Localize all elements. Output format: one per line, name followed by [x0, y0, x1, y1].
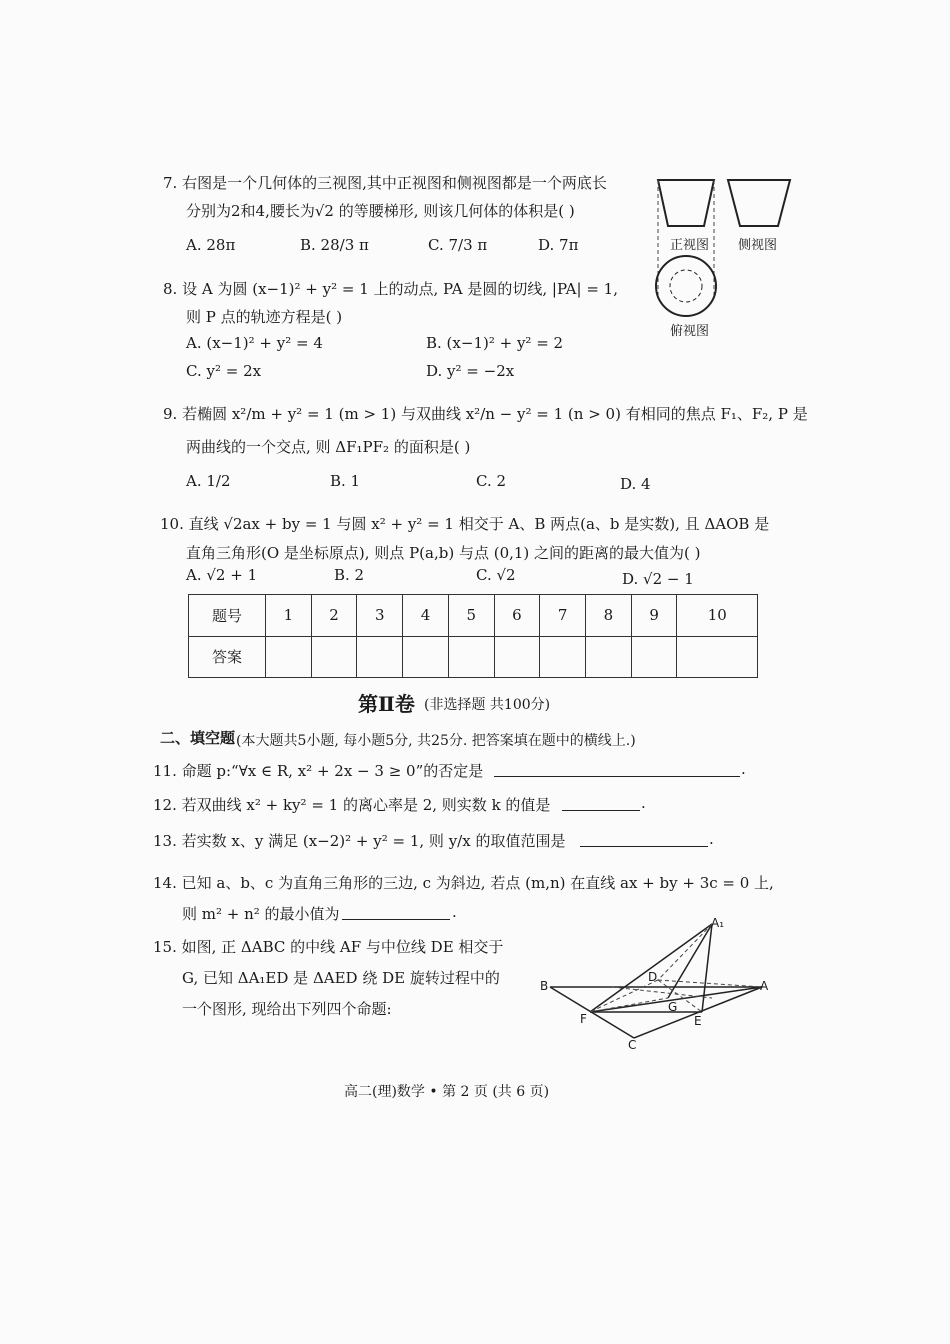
q9-option-c: C. 2 [476, 472, 507, 490]
table-row [189, 636, 758, 678]
q10-option-d: D. √2 − 1 [622, 570, 694, 588]
table-cell: 2 [311, 595, 357, 637]
answer-cell[interactable] [357, 636, 403, 678]
q8-line1: 8. 设 A 为圆 (x−1)² + y² = 1 上的动点, PA 是圆的切线, |PA| = 1, [163, 280, 618, 298]
q14-answer-blank[interactable] [342, 905, 450, 920]
answer-cell[interactable] [403, 636, 449, 678]
top-view-outer-circle [656, 256, 716, 316]
q13-answer-blank[interactable] [580, 832, 708, 847]
q12-text: 12. 若双曲线 x² + ky² = 1 的离心率是 2, 则实数 k 的值是 [153, 796, 551, 814]
table-cell: 1 [266, 595, 312, 637]
q11-end: . [741, 760, 746, 778]
section2-note: (本大题共5小题, 每小题5分, 共25分. 把答案填在题中的横线上.) [236, 733, 636, 749]
table-cell: 10 [677, 595, 758, 637]
label-a1: A₁ [711, 916, 725, 930]
top-view-inner-circle [670, 270, 702, 302]
label-f: F [580, 1012, 587, 1026]
q13-end: . [709, 830, 714, 848]
top-view-label: 俯视图 [670, 324, 710, 339]
q14-line2: 则 m² + n² 的最小值为 [182, 905, 340, 923]
q7-option-c: C. 7/3 π [428, 236, 488, 254]
label-a: A [760, 979, 769, 993]
three-view-figure [650, 176, 800, 336]
answer-cell[interactable] [631, 636, 677, 678]
q10-option-a: A. √2 + 1 [186, 566, 258, 584]
q9-line2: 两曲线的一个交点, 则 ΔF₁PF₂ 的面积是( ) [186, 438, 471, 456]
q8-option-b: B. (x−1)² + y² = 2 [426, 334, 564, 352]
table-cell: 3 [357, 595, 403, 637]
q9-option-b: B. 1 [330, 472, 361, 490]
front-view-label: 正视图 [670, 238, 710, 253]
q7-option-a: A. 28π [186, 236, 236, 254]
table-cell: 6 [494, 595, 540, 637]
side-view-label: 侧视图 [738, 238, 778, 253]
q8-line2: 则 P 点的轨迹方程是( ) [186, 308, 343, 326]
q14-line1: 14. 已知 a、b、c 为直角三角形的三边, c 为斜边, 若点 (m,n) 在直线 ax + by + 3c = 0 上, [153, 874, 774, 892]
part2-title: 第Ⅱ卷 [358, 692, 415, 716]
table-cell: 9 [631, 595, 677, 637]
table-row [189, 595, 758, 637]
section2-title: 二、填空题 [160, 729, 236, 747]
front-view-trapezoid [658, 180, 714, 226]
q13-text: 13. 若实数 x、y 满足 (x−2)² + y² = 1, 则 y/x 的取值范围是 [153, 832, 566, 850]
table-cell: 7 [540, 595, 586, 637]
q15-line2: G, 已知 ΔA₁ED 是 ΔAED 绕 DE 旋转过程中的 [182, 969, 500, 987]
part2-subtitle: (非选择题 共100分) [424, 697, 551, 713]
answer-cell[interactable] [586, 636, 632, 678]
label-g: G [668, 1000, 678, 1014]
q11-text: 11. 命题 p:“∀x ∈ R, x² + 2x − 3 ≥ 0”的否定是 [153, 762, 484, 780]
answer-cell[interactable] [677, 636, 758, 678]
q7-option-b: B. 28/3 π [300, 236, 369, 254]
q9-option-a: A. 1/2 [186, 472, 231, 490]
table-cell: 8 [586, 595, 632, 637]
q11-answer-blank[interactable] [494, 762, 740, 777]
q7-line1: 7. 右图是一个几何体的三视图,其中正视图和侧视图都是一个两底长 [163, 174, 607, 192]
page-footer: 高二(理)数学 • 第 2 页 (共 6 页) [344, 1084, 550, 1100]
q14-end: . [452, 903, 457, 921]
q7-option-d: D. 7π [538, 236, 579, 254]
label-d: D [648, 970, 658, 984]
answer-table [188, 594, 758, 678]
q12-answer-blank[interactable] [562, 796, 640, 811]
table-header-cell: 题号 [189, 595, 266, 637]
answer-cell[interactable] [448, 636, 494, 678]
label-b: B [540, 979, 549, 993]
answer-cell[interactable] [266, 636, 312, 678]
label-e: E [694, 1014, 702, 1028]
q9-line1: 9. 若椭圆 x²/m + y² = 1 (m > 1) 与双曲线 x²/n − y² = 1 (n > 0) 有相同的焦点 F₁、F₂, P 是 [163, 405, 808, 423]
table-cell: 4 [403, 595, 449, 637]
q8-option-c: C. y² = 2x [186, 362, 262, 380]
q7-line2: 分别为2和4,腰长为√2 的等腰梯形, 则该几何体的体积是( ) [186, 202, 575, 220]
q9-option-d: D. 4 [620, 475, 651, 493]
q12-end: . [641, 794, 646, 812]
q8-option-d: D. y² = −2x [426, 362, 515, 380]
answer-cell[interactable] [494, 636, 540, 678]
q10-line1: 10. 直线 √2ax + by = 1 与圆 x² + y² = 1 相交于 A、B 两点(a、b 是实数), 且 ΔAOB 是 [160, 515, 770, 533]
answer-cell[interactable] [540, 636, 586, 678]
table-header-cell: 答案 [189, 636, 266, 678]
side-view-trapezoid [728, 180, 790, 226]
q10-option-b: B. 2 [334, 566, 365, 584]
q15-line1: 15. 如图, 正 ΔABC 的中线 AF 与中位线 DE 相交于 [153, 938, 504, 956]
q10-option-c: C. √2 [476, 566, 516, 584]
q15-line3: 一个图形, 现给出下列四个命题: [182, 1000, 392, 1018]
q8-option-a: A. (x−1)² + y² = 4 [186, 334, 323, 352]
label-c: C [628, 1038, 637, 1052]
answer-cell[interactable] [311, 636, 357, 678]
table-cell: 5 [448, 595, 494, 637]
q10-line2: 直角三角形(O 是坐标原点), 则点 P(a,b) 与点 (0,1) 之间的距离的最大值为( ) [186, 544, 701, 562]
